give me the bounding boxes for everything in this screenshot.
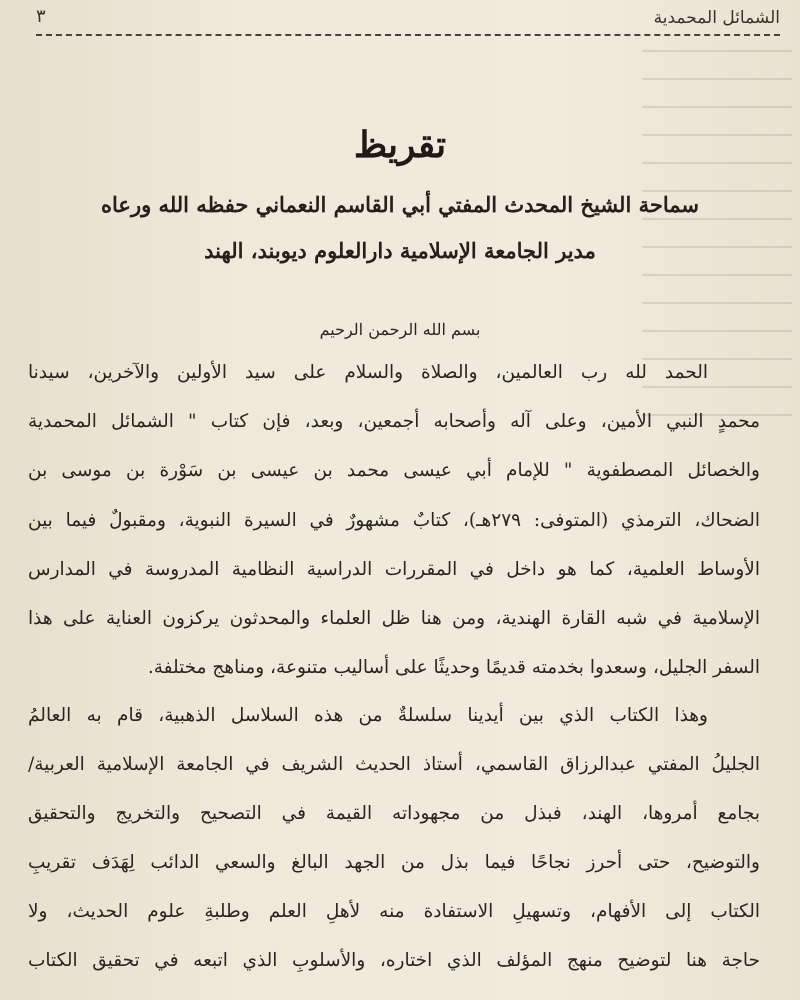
page-header xyxy=(36,6,780,36)
body-line: محمدٍ النبي الأمين، وعلى آله وأصحابه أجمعين، وبعد، فإن كتاب " الشمائل المحمدية xyxy=(28,411,760,432)
body-line: الضحاك، الترمذي (المتوفى: ٢٧٩هـ)، كتابٌ مشهورٌ في السيرة النبوية، ومقبولٌ فيما بين xyxy=(28,510,760,531)
body-line: حاجة هنا لتوضيح منهج المؤلف الذي اختاره، والأسلوبِ الذي اتبعه في تحقيق الكتاب xyxy=(28,950,760,971)
body-line: والتوضيح، حتى أحرز نجاحًا فيما بذل من الجهد البالغ والسعي الدائب لِهَدَف تقريبِ xyxy=(28,852,760,873)
header-rule xyxy=(36,34,780,36)
body-line: الحمد لله رب العالمين، والصلاة والسلام على سيد الأولين والآخرين، سيدنا xyxy=(28,362,708,383)
body-line: وهذا الكتاب الذي بين أيدينا سلسلةٌ من هذه السلاسل الذهبية، قام به العالمُ xyxy=(28,705,708,726)
body-line: السفر الجليل، وسعدوا بخدمته قديمًا وحديثًا على أساليب متنوعة، ومناهج مختلفة. xyxy=(147,657,760,678)
body-line: الأوساط العلمية، كما هو داخل في المقررات الدراسية النظامية المدروسة في المدارس xyxy=(28,559,760,580)
subtitle-line-1: سماحة الشيخ المحدث المفتي أبي القاسم النعماني حفظه الله ورعاه xyxy=(101,192,699,217)
body-line: والخصائل المصطفوية " للإمام أبي عيسى محمد بن عيسى بن سَوْرة بن موسى بن xyxy=(28,460,760,481)
body-line: الجليلُ المفتي عبدالرزاق القاسمي، أستاذ الحديث الشريف في الجامعة الإسلامية العربية/ xyxy=(28,754,760,775)
page-number: ٣ xyxy=(36,6,46,27)
body-line: بجامع أمروها، الهند، فبذل من مجهوداته القيمة في التصحيح والتخريج والتحقيق xyxy=(28,803,760,824)
basmala: بسم الله الرحمن الرحيم xyxy=(319,320,481,339)
body-line: الكتاب إلى الأفهام، وتسهيلِ الاستفادة منه لأهلِ العلم وطلبةِ علوم الحديث، ولا xyxy=(28,901,760,922)
page-title: تقريظ xyxy=(353,124,447,166)
subtitle-line-2: مدير الجامعة الإسلامية دارالعلوم ديوبند، الهند xyxy=(204,238,596,263)
running-title: الشمائل المحمدية xyxy=(653,8,780,28)
body-line: الإسلامية في شبه القارة الهندية، ومن هنا ظل العلماء والمحدثون يركزون العناية على هذا xyxy=(28,608,760,629)
